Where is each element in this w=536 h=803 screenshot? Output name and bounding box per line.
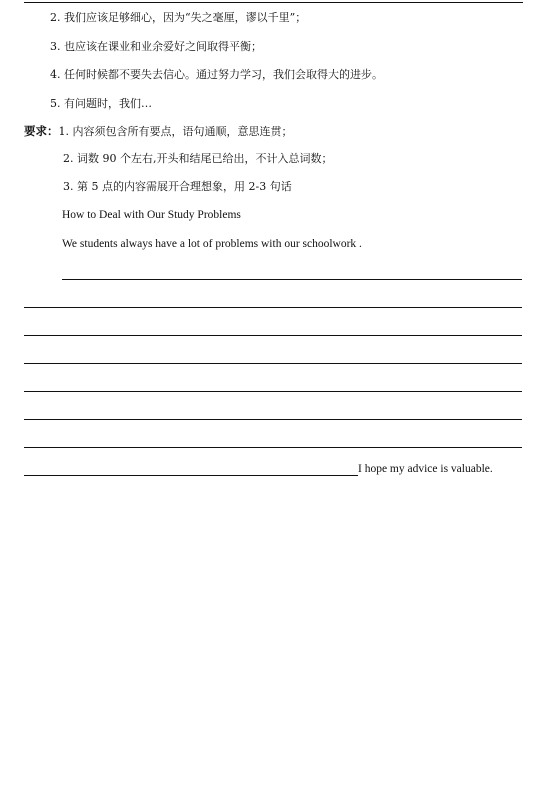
writing-line-4[interactable] xyxy=(24,363,522,364)
essay-ending: I hope my advice is valuable. xyxy=(358,463,493,475)
requirement-3: 3. 第 5 点的内容需展开合理想象，用 2-3 句话 xyxy=(63,180,292,193)
requirement-1: 1. 内容须包含所有要点，语句通顺，意思连贯； xyxy=(58,125,293,138)
requirements-row-1 xyxy=(24,124,293,139)
writing-line-6[interactable] xyxy=(24,419,522,420)
writing-line-8[interactable] xyxy=(24,475,358,476)
essay-title: How to Deal with Our Study Problems xyxy=(62,209,241,221)
requirement-2: 2. 词数 90 个左右,开头和结尾已给出，不计入总词数； xyxy=(63,152,333,165)
essay-opening: We students always have a lot of problems with our schoolwork . xyxy=(62,238,362,250)
writing-line-7[interactable] xyxy=(24,447,522,448)
writing-line-3[interactable] xyxy=(24,335,522,336)
requirements-label: 要求： xyxy=(24,124,59,138)
writing-line-5[interactable] xyxy=(24,391,522,392)
writing-line-1[interactable] xyxy=(62,279,522,280)
point-3: 3. 也应该在课业和业余爱好之间取得平衡； xyxy=(50,40,262,53)
top-border xyxy=(24,2,523,3)
point-2: 2. 我们应该足够细心，因为“失之毫厘，谬以千里”； xyxy=(50,11,307,24)
point-4: 4. 任何时候都不要失去信心。通过努力学习，我们会取得大的进步。 xyxy=(50,68,383,81)
point-5: 5. 有问题时，我们… xyxy=(50,97,152,110)
writing-line-2[interactable] xyxy=(24,307,522,308)
